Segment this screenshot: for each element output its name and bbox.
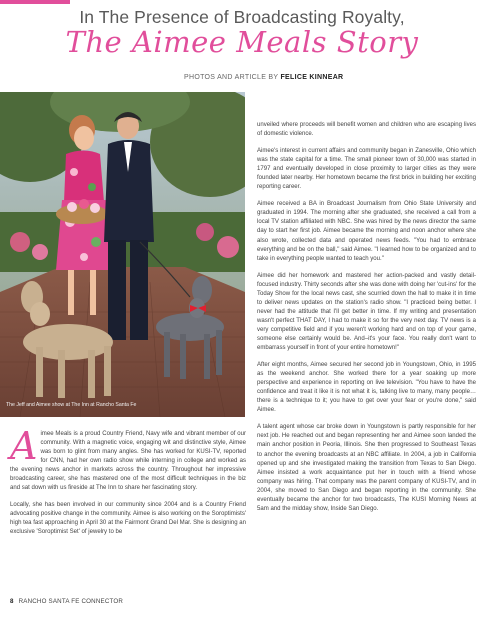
page-footer	[10, 598, 123, 605]
article-title: The Aimee Meals Story	[65, 25, 419, 59]
byline-author: FELICE KINNEAR	[280, 74, 344, 81]
article-byline	[184, 74, 343, 81]
intro-text: imee Meals is a proud Country Friend, Navy wife and vibrant member of our community. With a magnetic voice, engaging wit and distinctive style, Aimee was born to glint from many angles. She has worked for KUSI-TV, reported for CNN, had her own radio show while interning in college and worked as the evening news anchor in markets across the country. Throughout her impressive broadcasting career, she has mastered one of the most difficult techniques in the biz and sat down with us fireside at The Inn to share her fascinating story.	[10, 431, 246, 492]
paragraph-intro	[10, 424, 246, 493]
paragraph: Aimee did her homework and mastered her action-packed and vastly detail-focused industry. Thirty seconds after she was done with doing her 'cut-ins' for the Today Show for the local news cast, she scurried down the hall to make it in time to deliver news updates on the station's radio show. "I practiced being better. I never had the attitude that I'll get better in time. If my writing and presentation wasn't perfect THAT DAY, I had to make it so for the very next day. TV news is a very competitive field and if you weren't working hard and on top of your game, someone else certainly would be. And–it's your face. You really don't want to embarrass yourself in front of your entire hometown!"	[257, 272, 476, 352]
paragraph: Aimee received a BA in Broadcast Journalism from Ohio State University and graduated in 1994. The morning after she graduated, she received a call from a local TV station affiliated with NBC. She was hired by the news director the same day to start her first job. Aimee became the morning and noon anchor where she also wrote, collected data and operated news feeds. "You had to embrace everything and be on the ball," said Aimee. "I learned how to be organized and to take in everything people wanted to teach you."	[257, 201, 476, 262]
article-supertitle: In The Presence of Broadcasting Royalty,	[79, 7, 405, 27]
publication-name: RANCHO SANTA FE CONNECTOR	[18, 598, 124, 605]
paragraph: Locally, she has been involved in our community since 2004 and is a Country Friend advocating positive change in the community. Aimee is also working on the Soroptimists' high tea fast approaching in April 30 at the Fairmont Grand Del Mar. She is designing an exclusive 'Soroptimist Set' of jewelry to be	[10, 502, 246, 536]
byline-prefix: PHOTOS AND ARTICLE BY	[184, 74, 279, 81]
paragraph: unveiled where proceeds will benefit women and children who are escaping lives of domestic violence.	[257, 122, 476, 138]
dropcap-letter: A	[10, 424, 38, 468]
paragraph: After eight months, Aimee secured her second job in Youngstown, Ohio, in 1995 as the weekend anchor. She worked there for a year soaking up more perspective and experience in reporting on live television. "You have to have the confidence and treat it like it is not what it is, talking live to many, many people…there is a technique to it; you have to get over your fear or you're done," said Aimee.	[257, 362, 476, 414]
article-column-left	[10, 424, 246, 546]
accent-bar	[0, 0, 70, 4]
paragraph: A talent agent whose car broke down in Youngstown is partly responsible for her next job. He reached out and began representing her and Aimee soon landed the main anchor position in Peoria, Illinois. She then progressed to Southeast Texas to anchor the evening broadcasts at an NBC affiliate. In 2004, a job in California opened up and she investigated making the transition from Texas to San Diego. Aimee insisted a work acquaintance put her in touch with a friend whose company was hiring. That company was the parent company of KUSI-TV, and in 2004, she moved to San Diego and began reporting in the community. She eventually became the anchor for two broadcasts, The KUSI Morning News at 5am and the midday show, Inside San Diego.	[257, 424, 476, 512]
article-column-right	[257, 121, 476, 522]
photo-caption: The Jeff and Aimee show at The Inn at Rancho Santa Fe	[6, 402, 137, 408]
page-number: 8	[10, 598, 14, 605]
article-photo	[0, 92, 245, 417]
photo-illustration	[0, 92, 245, 417]
paragraph: Aimee's interest in current affairs and community began in Zanesville, Ohio which was the state capital for a time. The small pioneer town of 30,000 was started in 1797 and eventually developed in close proximity to larger cities as they were founded later nearby. Her hometown became the first brick in building her exciting reporting career.	[257, 148, 476, 191]
